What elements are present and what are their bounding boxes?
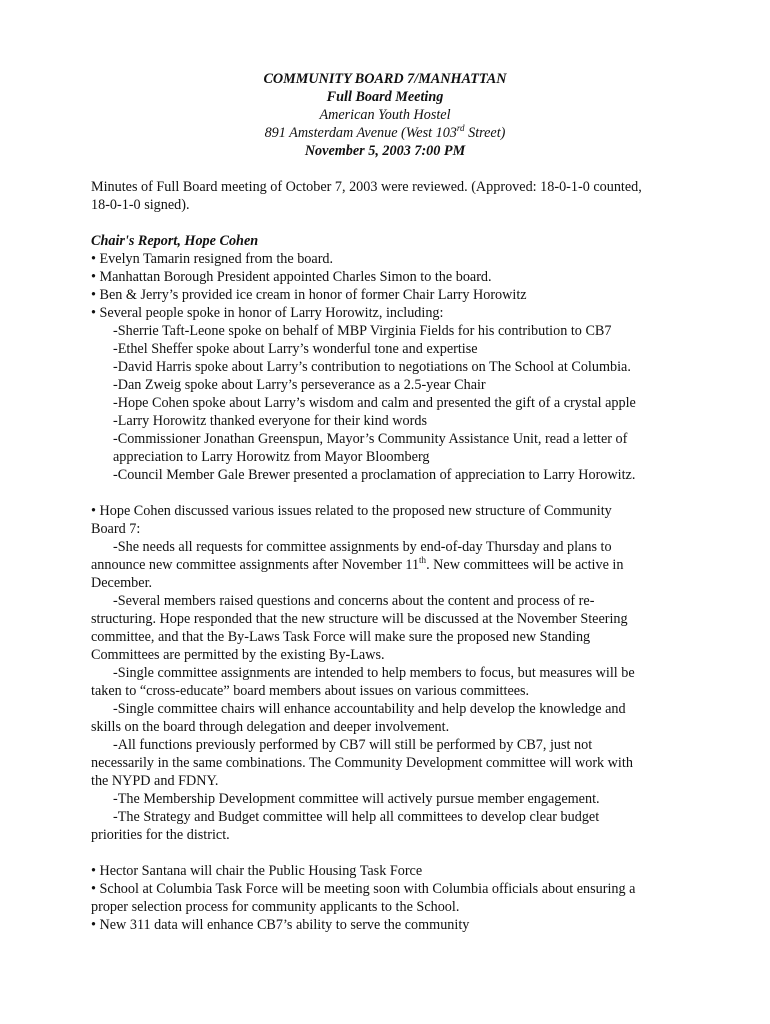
speaker-item: -Dan Zweig spoke about Larry’s perseverance as a 2.5-year Chair bbox=[113, 377, 486, 393]
structure-point: -Several members raised questions and concerns about the content and process of re- bbox=[113, 593, 595, 609]
structure-point: necessarily in the same combinations. The Community Development committee will work with bbox=[91, 755, 633, 771]
structure-point: -Single committee chairs will enhance accountability and help develop the knowledge and bbox=[113, 701, 626, 717]
meeting-venue: American Youth Hostel bbox=[319, 107, 451, 123]
structure-point: December. bbox=[91, 575, 153, 591]
bullet-item: proper selection process for community applicants to the School. bbox=[91, 899, 460, 915]
structure-point: the NYPD and FDNY. bbox=[91, 773, 219, 789]
structure-point: -All functions previously performed by CB7 will still be performed by CB7, just not bbox=[113, 737, 593, 753]
bullet-item: • New 311 data will enhance CB7’s ability to serve the community bbox=[91, 917, 470, 933]
structure-point: -She needs all requests for committee assignments by end-of-day Thursday and plans to bbox=[113, 539, 612, 555]
speaker-item: -Hope Cohen spoke about Larry’s wisdom and calm and presented the gift of a crystal apple bbox=[113, 395, 636, 411]
bullet-item: Board 7: bbox=[91, 521, 141, 537]
bullet-item: • Manhattan Borough President appointed Charles Simon to the board. bbox=[91, 269, 492, 285]
structure-point: -The Membership Development committee will actively pursue member engagement. bbox=[113, 791, 600, 807]
speaker-item: appreciation to Larry Horowitz from Mayor Bloomberg bbox=[113, 449, 430, 465]
bullet-item: • Hope Cohen discussed various issues related to the proposed new structure of Community bbox=[91, 503, 612, 519]
chairs-report-heading: Chair's Report, Hope Cohen bbox=[91, 233, 259, 249]
speaker-item: -Sherrie Taft-Leone spoke on behalf of MBP Virginia Fields for his contribution to CB7 bbox=[113, 323, 612, 339]
board-name: COMMUNITY BOARD 7/MANHATTAN bbox=[263, 71, 507, 87]
minutes-line: Minutes of Full Board meeting of October 7, 2003 were reviewed. (Approved: 18-0-1-0 counted, bbox=[91, 179, 642, 195]
meeting-date: November 5, 2003 7:00 PM bbox=[304, 143, 466, 159]
bullet-item: • Hector Santana will chair the Public Housing Task Force bbox=[91, 863, 423, 879]
speaker-item: -Larry Horowitz thanked everyone for their kind words bbox=[113, 413, 427, 429]
meeting-title: Full Board Meeting bbox=[326, 89, 444, 105]
speaker-item: -Council Member Gale Brewer presented a proclamation of appreciation to Larry Horowitz. bbox=[113, 467, 636, 483]
minutes-line: 18-0-1-0 signed). bbox=[91, 197, 190, 213]
structure-point: structuring. Hope responded that the new structure will be discussed at the November Steering bbox=[91, 611, 628, 627]
structure-point: priorities for the district. bbox=[91, 827, 230, 843]
structure-point: announce new committee assignments after November 11th. New committees will be active in bbox=[91, 555, 624, 573]
structure-point: -Single committee assignments are intended to help members to focus, but measures will be bbox=[113, 665, 635, 681]
meeting-address: 891 Amsterdam Avenue (West 103rd Street) bbox=[264, 123, 506, 141]
bullet-item: • School at Columbia Task Force will be meeting soon with Columbia officials about ensuring a bbox=[91, 881, 636, 897]
bullet-item: • Ben & Jerry’s provided ice cream in honor of former Chair Larry Horowitz bbox=[91, 287, 527, 303]
speaker-item: -Ethel Sheffer spoke about Larry’s wonderful tone and expertise bbox=[113, 341, 478, 357]
speaker-item: -David Harris spoke about Larry’s contribution to negotiations on The School at Columbia. bbox=[113, 359, 631, 375]
structure-point: committee, and that the By-Laws Task Force will make sure the proposed new Standing bbox=[91, 629, 591, 645]
structure-point: taken to “cross-educate” board members about issues on various committees. bbox=[91, 683, 530, 699]
structure-point: Committees are permitted by the existing By-Laws. bbox=[91, 647, 385, 663]
speaker-item: -Commissioner Jonathan Greenspun, Mayor’s Community Assistance Unit, read a letter of bbox=[113, 431, 628, 447]
structure-point: -The Strategy and Budget committee will help all committees to develop clear budget bbox=[113, 809, 600, 825]
structure-point: skills on the board through delegation and deeper involvement. bbox=[91, 719, 450, 735]
bullet-item: • Several people spoke in honor of Larry Horowitz, including: bbox=[91, 305, 444, 321]
bullet-item: • Evelyn Tamarin resigned from the board. bbox=[91, 251, 334, 267]
